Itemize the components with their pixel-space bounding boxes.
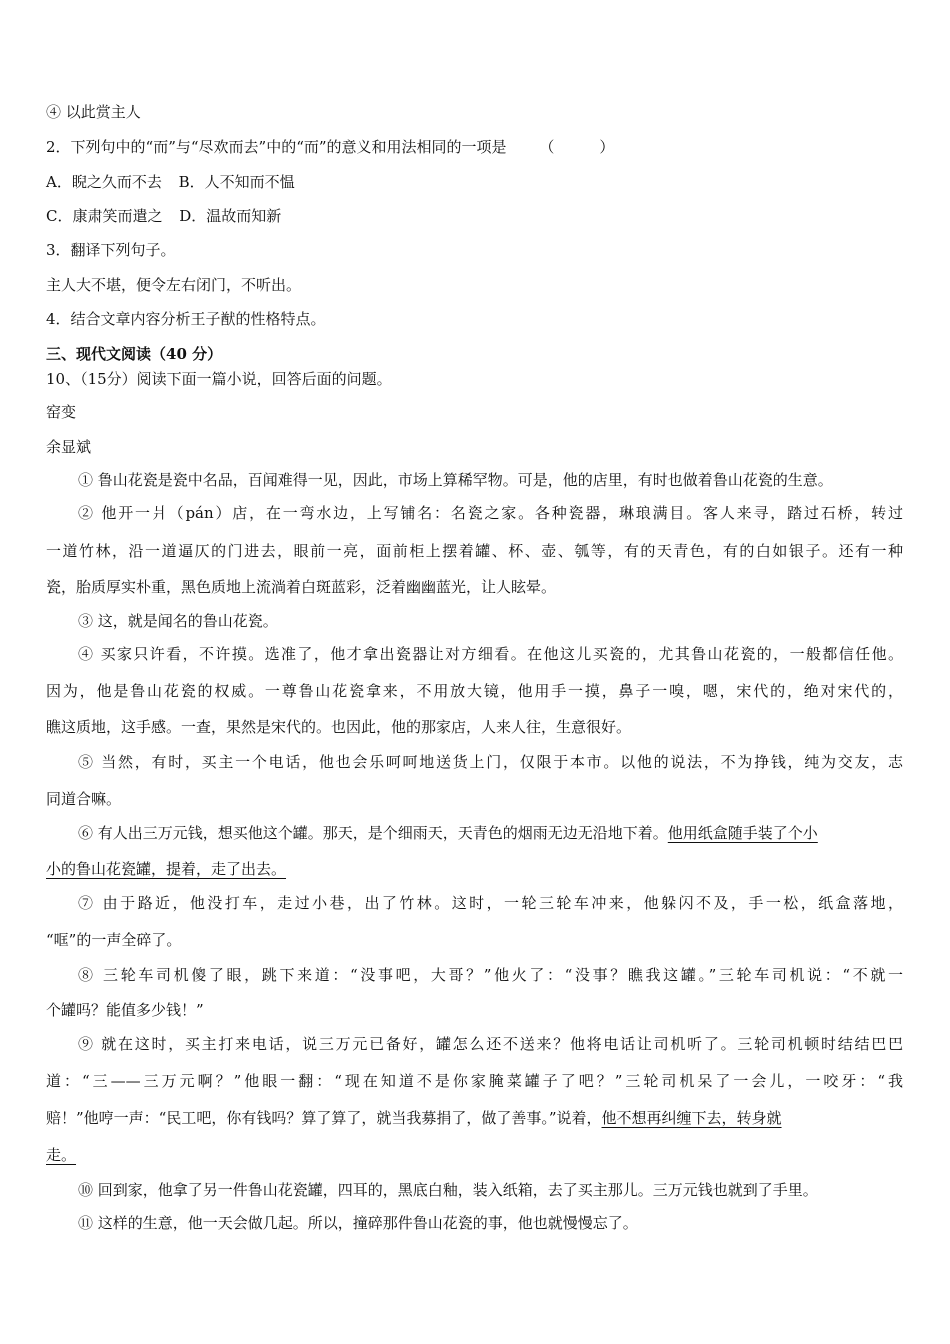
paragraph-8-line-2: 个罐吗？能值多少钱！” xyxy=(46,1001,204,1019)
paragraph-7-line-2: “哐”的一声全碎了。 xyxy=(46,931,182,949)
answer-blank: （ ） xyxy=(539,138,615,156)
story-author: 余显斌 xyxy=(46,438,92,456)
option-a: A．睨之久而不去 xyxy=(46,173,162,191)
paragraph-3: ③ 这，就是闻名的鲁山花瓷。 xyxy=(78,612,278,630)
section-3-heading: 三、现代文阅读（40 分） xyxy=(46,345,223,363)
paragraph-11: ⑪ 这样的生意，他一天会做几起。所以，撞碎那件鲁山花瓷的事，他也就慢慢忘了。 xyxy=(78,1214,638,1232)
paragraph-2-line-1: ② 他开一爿（pán）店，在一弯水边，上写铺名：名瓷之家。各种瓷器，琳琅满目。客人来寻，踏过石桥，转过 xyxy=(78,504,903,522)
paragraph-5-line-1: ⑤ 当然，有时，买主一个电话，他也会乐呵呵地送货上门，仅限于本市。以他的说法，不为挣钱，纯为交友，志 xyxy=(78,753,903,771)
question-3-stem: 3．翻译下列句子。 xyxy=(46,241,176,259)
paragraph-7-line-1: ⑦ 由于路近，他没打车，走过小巷，出了竹林。这时，一轮三轮车冲来，他躲闪不及，手一松，纸盒落地， xyxy=(78,894,903,912)
paragraph-5-line-2: 同道合嘛。 xyxy=(46,790,122,808)
paragraph-6-plain: ⑥ 有人出三万元钱，想买他这个罐。那天，是个细雨天，天青色的烟雨无边无沿地下着。 xyxy=(78,824,668,842)
option-c: C．康肃笑而遣之 xyxy=(46,207,163,225)
paragraph-4-line-1: ④ 买家只许看，不许摸。选准了，他才拿出瓷器让对方细看。在他这儿买瓷的，尤其鲁山花瓷的，一般都信任他。 xyxy=(78,645,903,663)
paragraph-9-line-2: 道：“三——三万元啊？”他眼一翻：“现在知道不是你家腌菜罐子了吧？”三轮司机呆了一会儿，一咬牙：“我 xyxy=(46,1072,903,1090)
paragraph-4-line-3: 瞧这质地，这手感。一查，果然是宋代的。也因此，他的那家店，人来人往，生意很好。 xyxy=(46,718,632,736)
question-2-stem xyxy=(46,137,614,157)
question-2-options-ab xyxy=(46,172,295,192)
paragraph-9-line-4: 走。 xyxy=(46,1146,77,1164)
question-4-stem: 4．结合文章内容分析王子猷的性格特点。 xyxy=(46,310,326,328)
paragraph-9-line-3 xyxy=(46,1108,782,1128)
question-2-options-cd xyxy=(46,206,281,226)
paragraph-2-line-2: 一道竹林，沿一道逼仄的门进去，眼前一亮，面前柜上摆着罐、杯、壶、瓠等，有的天青色，有的白如银子。还有一种 xyxy=(46,542,903,560)
q1-option-4: ④ 以此赏主人 xyxy=(46,103,141,121)
paragraph-6-line-1 xyxy=(78,823,818,843)
paragraph-4-line-2: 因为，他是鲁山花瓷的权威。一尊鲁山花瓷拿来，不用放大镜，他用手一摸，鼻子一嗅，嗯，宋代的，绝对宋代的， xyxy=(46,682,903,700)
paragraph-2-line-3: 瓷，胎质厚实朴重，黑色质地上流淌着白斑蓝彩，泛着幽幽蓝光，让人眩晕。 xyxy=(46,578,557,596)
paragraph-9-plain: 赔！”他哼一声：“民工吧，你有钱吗？算了算了，就当我募捐了，做了善事。”说着， xyxy=(46,1109,602,1127)
question-2-text: 2．下列句中的“而”与“尽欢而去”中的“而”的意义和用法相同的一项是 xyxy=(46,138,507,156)
option-d: D．温故而知新 xyxy=(179,207,282,225)
story-title: 窑变 xyxy=(46,403,77,421)
question-3-sentence: 主人大不堪，便令左右闭门，不听出。 xyxy=(46,276,302,294)
paragraph-1: ① 鲁山花瓷是瓷中名品，百闻难得一见，因此，市场上算稀罕物。可是，他的店里，有时也做着鲁山花瓷的生意。 xyxy=(78,471,833,489)
paragraph-10: ⑩ 回到家，他拿了另一件鲁山花瓷罐，四耳的，黑底白釉，装入纸箱，去了买主那儿。三万元钱也就到了手里。 xyxy=(78,1181,818,1199)
paragraph-6-underlined-1: 他用纸盒随手装了个小 xyxy=(667,824,818,842)
question-10-intro: 10、（15分）阅读下面一篇小说，回答后面的问题。 xyxy=(46,370,392,388)
option-b: B．人不知而不愠 xyxy=(178,173,295,191)
paragraph-9-line-1: ⑨ 就在这时，买主打来电话，说三万元已备好，罐怎么还不送来？他将电话让司机听了。三轮司机顿时结结巴巴 xyxy=(78,1035,903,1053)
paragraph-9-underlined-1: 他不想再纠缠下去，转身就 xyxy=(601,1109,782,1127)
paragraph-8-line-1: ⑧ 三轮车司机傻了眼，跳下来道：“没事吧，大哥？”他火了：“没事？瞧我这罐。”三轮车司机说：“不就一 xyxy=(78,966,903,984)
paragraph-6-line-2: 小的鲁山花瓷罐，提着，走了出去。 xyxy=(46,860,287,878)
